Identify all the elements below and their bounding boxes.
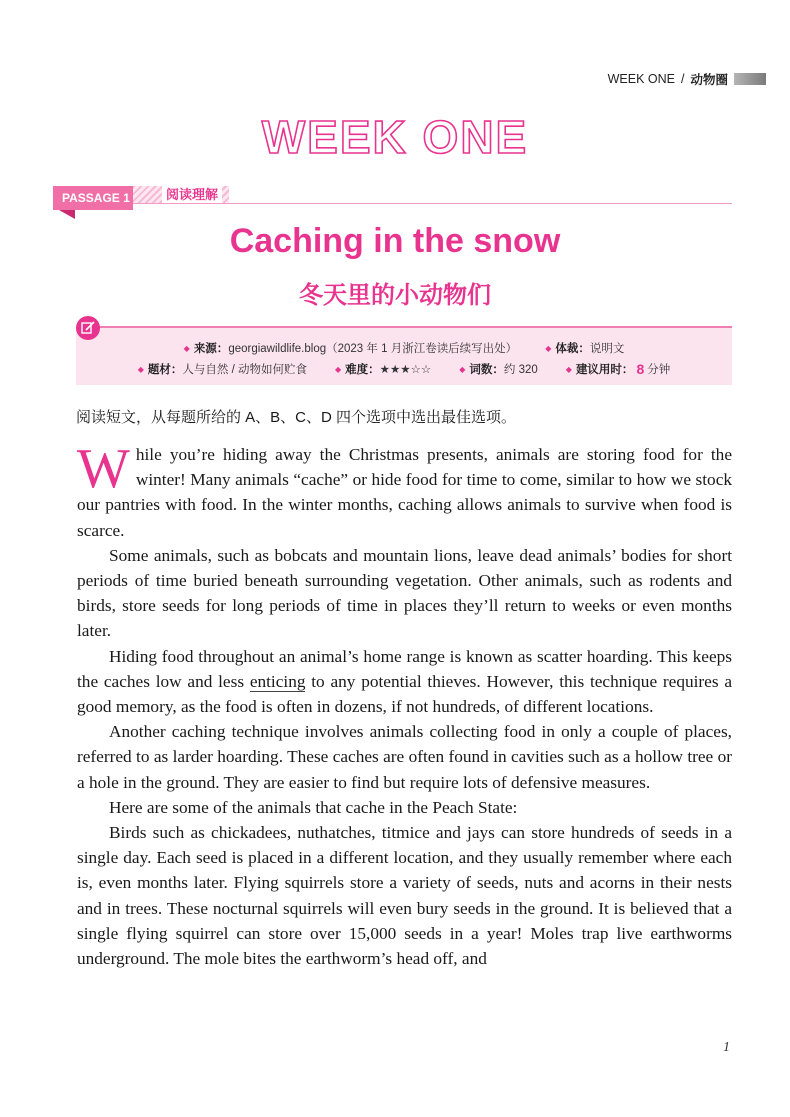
paragraph-3: [77, 644, 732, 720]
info-source: [184, 340, 518, 356]
header-gradient-bar: [734, 73, 766, 85]
diamond-bullet-icon: ◆: [459, 364, 466, 374]
info-row-2: [76, 361, 732, 377]
info-box-top-line: [88, 326, 732, 328]
paragraph-6: Birds such as chickadees, nuthatches, titmice and jays can store hundreds of seeds in a single day. Each seed is placed in a different location, and they usually remember where each is, even months later. Flying squirrels store a variety of seeds, nuts and acorns in their nests and in trees. These nocturnal squirrels will even bury seeds in the ground. It is believed that a single flying squirrel can store over 15,000 seeds in a year! Moles trap live earthworms underground. The mole bites the earthworm’s head off, and: [77, 823, 732, 969]
underlined-word: enticing: [249, 671, 306, 691]
info-genre: [545, 340, 624, 356]
title-english: Caching in the snow: [229, 222, 561, 260]
running-header: [608, 70, 766, 88]
diamond-bullet-icon: ◆: [137, 364, 144, 374]
difficulty-label: 难度：: [345, 364, 380, 376]
instruction: 阅读短文，从每题所给的 A、B、C、D 四个选项中选出最佳选项。: [76, 409, 517, 426]
info-difficulty: [335, 361, 431, 377]
difficulty-stars: ★★★☆☆: [379, 364, 432, 376]
genre-value: 说明文: [589, 343, 625, 355]
edit-note-icon: [76, 316, 100, 340]
info-wordcount: [459, 361, 538, 377]
paragraph-1-text: hile you’re hiding away the Christmas presents, animals are storing food for the winter! Many animals “cache” or hide food for time to come, similar to how we stock our pantries with food. In the winter months, caching allows animals to survive when food is scarce.: [77, 445, 732, 540]
source-label: 来源：: [193, 343, 229, 355]
source-value: georgiawildlife.blog（2023 年 1 月浙江卷读后续写出处）: [228, 343, 518, 355]
title-chinese: 冬天里的小动物们: [299, 282, 491, 309]
passage-body: [77, 438, 732, 971]
paragraph-2: Some animals, such as bobcats and mountain lions, leave dead animals’ bodies for short periods of time buried beneath surrounding vegetation. Other animals, such as rodents and birds, store seeds for long periods of time in places they’ll return to weeks or even months later.: [77, 545, 732, 641]
time-number: 8: [636, 361, 645, 377]
wordcount-value: 约 320: [503, 364, 538, 376]
passage-label: PASSAGE 1: [62, 191, 130, 205]
header-section: 动物圈: [690, 73, 728, 87]
drop-cap: W: [77, 438, 130, 500]
passage-type: 阅读理解: [162, 186, 222, 203]
topic-label: 题材：: [147, 364, 183, 376]
paragraph-3-text-a: Hiding food throughout an animal’s home range is known as scatter hoarding. This keeps the caches low and less: [77, 646, 732, 691]
paragraph-5: Here are some of the animals that cache in the Peach State:: [109, 797, 518, 817]
diamond-bullet-icon: ◆: [565, 364, 572, 374]
diamond-bullet-icon: ◆: [335, 364, 342, 374]
passage-rule: [132, 203, 732, 204]
header-separator: /: [681, 72, 685, 86]
diamond-bullet-icon: ◆: [183, 343, 190, 353]
time-label: 建议用时：: [575, 364, 634, 376]
info-time: [566, 361, 670, 377]
genre-label: 体裁：: [555, 343, 590, 355]
info-topic: [138, 361, 307, 377]
paragraph-4: Another caching technique involves animals collecting food in only a couple of places, referred to as larder hoarding. These caches are often found in cavities such as a hollow tree or a hole in the ground. They are easier to find but require lots of defensive measures.: [77, 722, 732, 792]
week-title: WEEK ONE: [261, 111, 529, 163]
wordcount-label: 词数：: [469, 364, 504, 376]
topic-value: 人与自然 / 动物如何贮食: [182, 364, 308, 376]
paragraph-1: [77, 438, 732, 543]
header-week: WEEK ONE: [607, 72, 675, 86]
page-number: 1: [723, 1040, 730, 1055]
paragraph-3-text-b: to any potential thieves. However, this technique requires a good memory, as the food is often in dozens, if not hundreds, of different locations.: [77, 671, 732, 717]
diamond-bullet-icon: ◆: [545, 343, 552, 353]
info-row-1: [76, 340, 732, 356]
time-unit: 分钟: [647, 364, 671, 376]
